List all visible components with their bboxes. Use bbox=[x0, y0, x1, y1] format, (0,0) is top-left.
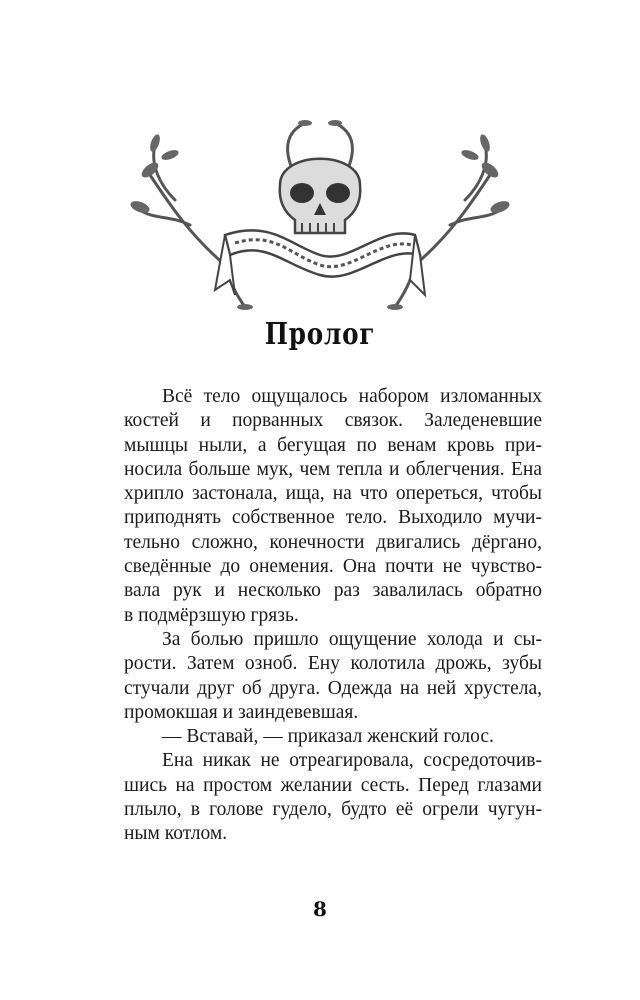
text-line: приподнять собственное тело. Выходило мучи- bbox=[124, 507, 542, 529]
body-text bbox=[124, 385, 542, 847]
text-line: плыло, в голове гудело, будто её огрели чугун- bbox=[124, 799, 542, 821]
text-line: в подмёрзшую грязь. bbox=[124, 604, 299, 626]
text-line: ным котлом. bbox=[124, 823, 228, 845]
text-line: хрипло застонала, ища, на что опереться, чтобы bbox=[124, 483, 542, 505]
text-line: — Вставай, — приказал женский голос. bbox=[162, 726, 494, 748]
text-line: мышцы ныли, а бегущая по венам кровь при- bbox=[124, 434, 542, 456]
text-line: стучали друг об друга. Одежда на ней хрустела, bbox=[124, 677, 542, 699]
text-line: носила больше мук, чем тепла и облегчения. Ена bbox=[124, 458, 542, 480]
text-line: промокшая и заиндевевшая. bbox=[124, 701, 359, 723]
text-line: шись на простом желании сесть. Перед глазами bbox=[124, 774, 542, 796]
text-line: Ена никак не отреагировала, сосредоточив- bbox=[162, 750, 542, 772]
chapter-title: Пролог bbox=[264, 317, 376, 352]
text-line: костей и порванных связок. Заледеневшие bbox=[124, 410, 542, 432]
page-number: 8 bbox=[313, 897, 327, 921]
text-line: рости. Затем озноб. Ену колотила дрожь, зубы bbox=[124, 653, 542, 675]
text-line: Всё тело ощущалось набором изломанных bbox=[162, 386, 542, 407]
text-line: тельно сложно, конечности двигались дёргано, bbox=[124, 531, 542, 553]
skull-ribbon-ornament-icon bbox=[130, 115, 510, 310]
text-line: За болью пришло ощущение холода и сы- bbox=[162, 628, 542, 650]
text-line: сведённые до онемения. Она почти не чувство- bbox=[124, 556, 542, 578]
text-line: вала рук и несколько раз завалилась обратно bbox=[124, 580, 542, 602]
